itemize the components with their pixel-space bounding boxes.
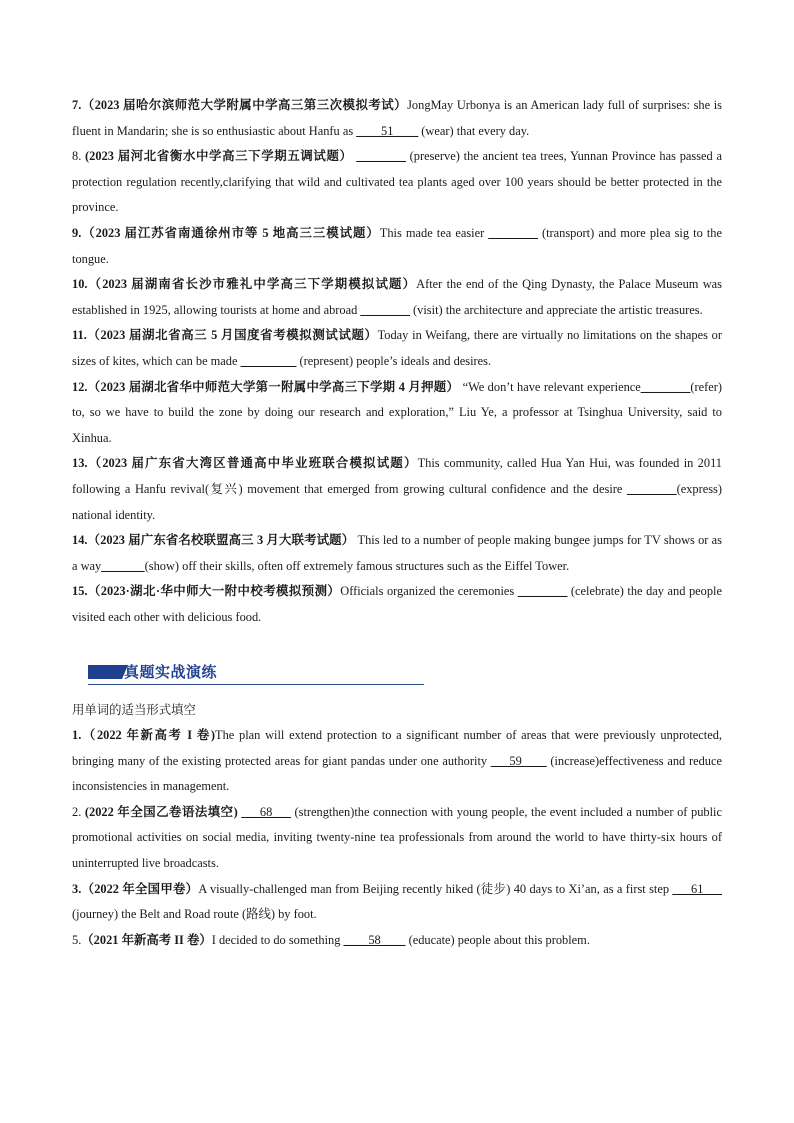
question-source: （2023 届哈尔滨师范大学附属中学高三第三次模拟考试） [81, 98, 408, 112]
practice-questions [72, 93, 722, 630]
question-13 [72, 451, 722, 528]
question-number: 9. [72, 225, 82, 240]
answer-blank: ________ [360, 302, 410, 317]
answer-blank: ________ [640, 379, 691, 394]
section-header [88, 660, 424, 685]
question-source: （2023 届广东省名校联盟高三 3 月大联考试题） [87, 533, 355, 548]
question-number: 15. [72, 584, 88, 599]
question-10 [72, 272, 722, 323]
answer-blank: ________ [627, 481, 677, 496]
question-text: (visit) the architecture and appreciate the artistic treasures. [409, 302, 703, 317]
question-text: A visually-challenged man from Beijing recently hiked (徒步) 40 days to Xi’an, as a first step [198, 881, 673, 896]
question-text: (educate) people about this problem. [405, 932, 590, 947]
question-text: (transport) and more plea sig to the tongue. [72, 225, 722, 266]
real-exam-questions [72, 723, 722, 953]
section-instruction: 用单词的适当形式填空 [72, 702, 196, 718]
answer-blank: ________ [517, 584, 568, 599]
answer-blank: ___59____ [490, 753, 547, 768]
answer-blank: ____51____ [356, 123, 419, 138]
question-text: (strengthen)the connection with young people, the event included a number of public promotional activities on social media, inviting twenty-nine tea professionals from around the world to have thirty-six hours of uninterrupted live broadcasts. [72, 804, 722, 871]
section-title: 真题实战演练 [124, 663, 218, 682]
question-number: 14. [72, 533, 88, 548]
question-number: 5. [72, 932, 82, 947]
question-text: JongMay Urbonya is an American lady full of surprises: she is fluent in Mandarin; she is so enthusiastic about Hanfu as [72, 98, 722, 138]
question-number: 7. [72, 98, 82, 112]
exam-question-2 [72, 800, 722, 877]
question-text: (represent) people’s ideals and desires. [296, 353, 492, 368]
question-text: This made tea easier [379, 225, 489, 240]
question-number: 8. [72, 149, 82, 164]
question-text: Today in Weifang, there are virtually no limitations on the shapes or sizes of kites, which can be made [72, 328, 722, 368]
question-text: I decided to do something [211, 932, 344, 947]
question-source: （2023 届湖北省华中师范大学第一附属中学高三下学期 4 月押题） [87, 379, 460, 394]
question-15 [72, 579, 722, 630]
answer-blank: ___68___ [241, 804, 291, 819]
question-text: (wear) that every day. [418, 123, 530, 138]
answer-blank: ___61___ [672, 881, 722, 896]
question-7 [72, 93, 722, 144]
question-number: 10. [72, 277, 88, 292]
question-8 [72, 144, 722, 221]
question-number: 1. [72, 728, 82, 743]
question-text: Officials organized the ceremonies [340, 584, 518, 599]
exam-question-3 [72, 877, 722, 928]
question-text: This community, called Hua Yan Hui, was founded in 2011 following a Hanfu revival(复兴) movement that emerged from growing cultural confidence and the desire [72, 456, 722, 496]
question-text: (express) national identity. [72, 481, 722, 522]
question-text: (show) off their skills, often off extremely famous structures such as the Eiffel Tower. [144, 558, 570, 573]
question-source: （2022 年全国甲卷） [81, 881, 199, 896]
question-text: The plan will extend protection to a significant number of areas that were previously unprotected, bringing many of the existing protected areas for giant pandas under one authority [72, 728, 722, 768]
question-source: （2023·湖北·华中师大一附中校考模拟预测） [87, 584, 341, 599]
document-page [72, 93, 722, 953]
exam-question-5 [72, 928, 722, 954]
answer-blank: ________ [488, 225, 538, 240]
question-source: （2021 年新高考 II 卷） [81, 932, 212, 947]
question-text: This led to a number of people making bungee jumps for TV shows or as a way [72, 533, 722, 573]
question-number: 12. [72, 379, 88, 394]
question-number: 11. [72, 328, 87, 343]
question-source: （2022 年新高考 I 卷) [81, 728, 216, 743]
question-11 [72, 323, 722, 374]
question-number: 2. [72, 804, 82, 819]
question-number: 3. [72, 881, 82, 896]
question-text: (preserve) the ancient tea trees, Yunnan Province has passed a protection regulation recently,clarifying that wild and cultivated tea plants aged over 100 years should be better protected in the province. [72, 149, 722, 215]
question-12 [72, 375, 722, 452]
question-14 [72, 528, 722, 579]
question-text: (journey) the Belt and Road route (路线) by foot. [72, 907, 317, 922]
question-source: （2023 届湖南省长沙市雅礼中学高三下学期模拟试题） [87, 277, 417, 292]
question-source: （2023 届江苏省南通徐州市等 5 地高三三模试题） [81, 225, 380, 240]
question-text: (increase)effectiveness and reduce inconsistencies in management. [72, 753, 722, 794]
question-source: （2023 届广东省大湾区普通高中毕业班联合模拟试题） [87, 456, 418, 471]
answer-blank: ____58____ [343, 932, 406, 947]
answer-blank: _______ [101, 558, 145, 573]
section-marker-icon [88, 665, 122, 679]
answer-blank: _________ [240, 353, 297, 368]
question-source: (2023 届河北省衡水中学高三下学期五调试题） [81, 149, 353, 164]
question-text: After the end of the Qing Dynasty, the Palace Museum was established in 1925, allowing tourists at home and abroad [72, 277, 722, 317]
answer-blank: ________ [356, 149, 406, 164]
question-number: 13. [72, 456, 88, 471]
question-9 [72, 221, 722, 272]
question-text: “We don’t have relevant experience [459, 379, 641, 394]
exam-question-1 [72, 723, 722, 800]
question-text: (refer) to, so we have to build the zone by doing our research and exploration,” Liu Ye, a professor at Tsinghua University, said to Xinhua. [72, 379, 722, 445]
question-source: （2023 届湖北省高三 5 月国度省考模拟测试试题） [86, 328, 378, 343]
question-source: (2022 年全国乙卷语法填空) [81, 804, 238, 819]
question-text: (celebrate) the day and people visited each other with delicious food. [72, 584, 723, 624]
